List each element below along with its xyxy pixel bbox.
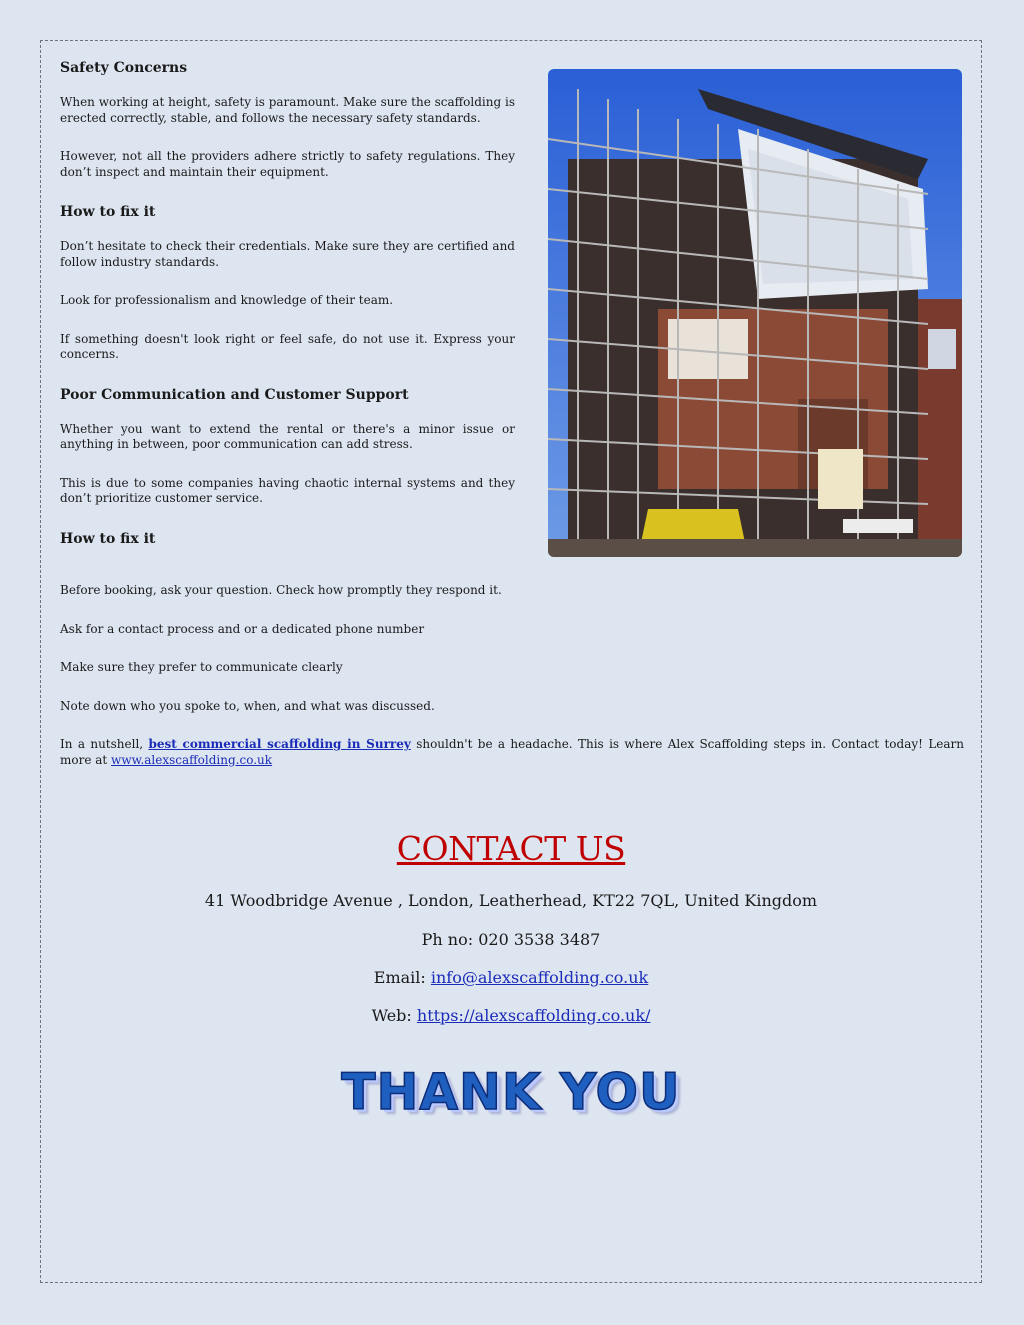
safety-paragraph-1: When working at height, safety is paramount. Make sure the scaffolding is erected correctly, stable, and follows the necessary safety standards. (60, 95, 515, 125)
web-label: Web: (371, 1006, 417, 1025)
nutshell-prefix: In a nutshell, (60, 737, 149, 751)
safety-paragraph-2: However, not all the providers adhere strictly to safety regulations. They don’t inspect and maintain their equipment. (60, 149, 515, 179)
tip-4: Note down who you spoke to, when, and what was discussed. (60, 698, 435, 713)
contact-us-title: CONTACT US (396, 829, 626, 868)
web-link[interactable]: https://alexscaffolding.co.uk/ (416, 1006, 651, 1025)
scaffolding-photo (548, 69, 962, 557)
communication-heading: Poor Communication and Customer Support (60, 386, 409, 403)
communication-paragraph-2: This is due to some companies having chaotic internal systems and they don’t prioritize customer service. (60, 475, 515, 505)
safety-concerns-heading: Safety Concerns (60, 60, 188, 76)
commercial-scaffolding-link[interactable]: best commercial scaffolding in Surrey (148, 737, 411, 751)
email-label: Email: (373, 968, 431, 987)
tip-3: Make sure they prefer to communicate clearly (60, 660, 343, 674)
contact-address: 41 Woodbridge Avenue , London, Leatherhead, KT22 7QL, United Kingdom (204, 891, 818, 910)
fix1-paragraph-3: If something doesn't look right or feel safe, do not use it. Express your concerns. (60, 331, 515, 361)
contact-phone: Ph no: 020 3538 3487 (421, 930, 601, 949)
tip-2: Ask for a contact process and or a dedicated phone number (60, 621, 425, 636)
contact-email-line (41, 968, 981, 987)
communication-paragraph-1: Whether you want to extend the rental or there's a minor issue or anything in between, poor communication can add stress. (60, 421, 515, 451)
left-text-column (60, 59, 515, 566)
how-to-fix-heading-1: How to fix it (60, 204, 156, 220)
thank-you-banner: THANK YOU (341, 1063, 681, 1121)
how-to-fix-heading-2: How to fix it (60, 530, 156, 547)
tip-1: Before booking, ask your question. Check how promptly they respond it. (60, 583, 502, 597)
fix1-paragraph-2: Look for professionalism and knowledge of their team. (60, 293, 394, 307)
scaffolding-building-image (548, 69, 962, 557)
email-link[interactable]: info@alexscaffolding.co.uk (430, 968, 649, 987)
nutshell-middle: shouldn't be a headache. This is where Alex Scaffolding steps in. Contact today! Learn more at (60, 737, 965, 767)
tips-block (60, 583, 964, 780)
document-page (40, 40, 982, 1283)
website-link[interactable]: www.alexscaffolding.co.uk (111, 752, 273, 767)
contact-web-line (41, 1006, 981, 1025)
fix1-paragraph-1: Don’t hesitate to check their credentials. Make sure they are certified and follow industry standards. (60, 239, 515, 269)
nutshell-paragraph (60, 737, 964, 768)
